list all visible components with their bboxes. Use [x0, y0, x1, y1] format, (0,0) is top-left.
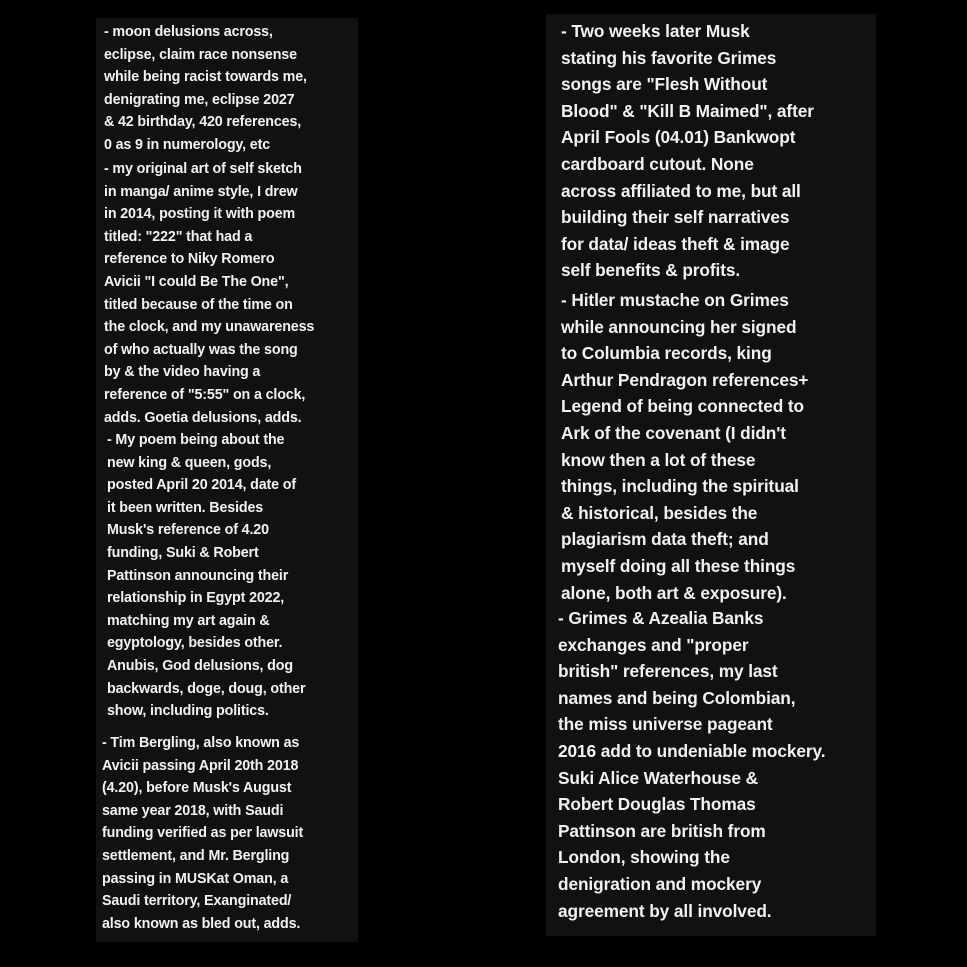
right-paragraph-grimes-azealia: - Grimes & Azealia Banks exchanges and "proper british" references, my last names and being Colombian, the miss universe pageant 2016 add to undeniable mockery. Suki Alice Waterhouse & Robert Douglas Thomas Pattinson are british from London, showing the denigration and mockery agreement by all involved.	[558, 608, 826, 921]
left-paragraph-original-art: - my original art of self sketch in manga/ anime style, I drew in 2014, posting it with poem titled: "222" that had a reference to Niky Romero Avicii "I could Be The One", titled because of the time on the clock, and my unawareness of who actually was the song by & the video having a reference of "5:55" on a clock, adds. Goetia delusions, adds.	[104, 161, 315, 426]
left-paragraph-moon-delusions: - moon delusions across, eclipse, claim race nonsense while being racist towards me, denigrating me, eclipse 2027 & 42 birthday, 420 references, 0 as 9 in numerology, etc	[104, 24, 307, 153]
left-paragraph-poem: - My poem being about the new king & queen, gods, posted April 20 2014, date of it been written. Besides Musk's reference of 4.20 funding, Suki & Robert Pattinson announcing their relationship in Egypt 2022, matching my art again & egyptology, besides other. Anubis, God delusions, dog backwards, doge, doug, other show, including politics.	[107, 432, 306, 720]
left-text-column	[96, 18, 358, 942]
right-paragraph-musk-grimes-songs: - Two weeks later Musk stating his favorite Grimes songs are "Flesh Without Blood" & "Kill B Maimed", after April Fools (04.01) Bankwopt cardboard cutout. None across affiliated to me, but all building their self narratives for data/ ideas theft & image self benefits & profits.	[561, 21, 814, 281]
right-text-column	[546, 14, 876, 936]
left-paragraph-tim-bergling: - Tim Bergling, also known as Avicii passing April 20th 2018 (4.20), before Musk's August same year 2018, with Saudi funding verified as per lawsuit settlement, and Mr. Bergling passing in MUSKat Oman, a Saudi territory, Exanginated/ also known as bled out, adds.	[102, 735, 304, 932]
right-paragraph-hitler-mustache: - Hitler mustache on Grimes while announcing her signed to Columbia records, king Arthur Pendragon references+ Legend of being connected to Ark of the covenant (I didn't know then a lot of these things, including the spiritual & historical, besides the plagiarism data theft; and myself doing all these things alone, both art & exposure).	[561, 290, 809, 603]
